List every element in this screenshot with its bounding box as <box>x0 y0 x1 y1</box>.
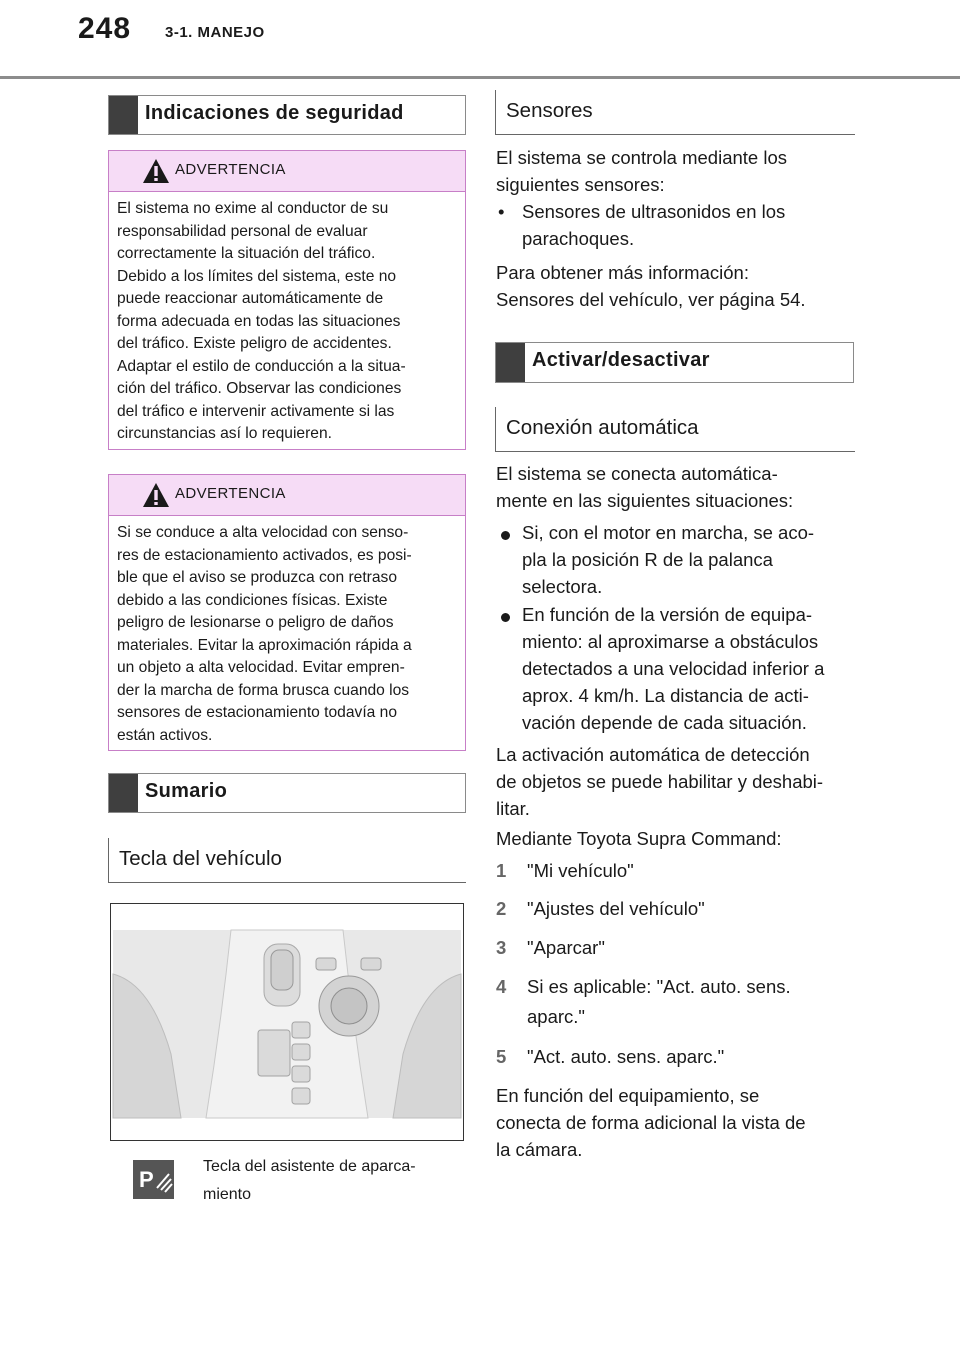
text-line: peligro de lesionarse o peligro de daños <box>117 614 394 631</box>
text-line: El sistema no exime al conductor de su <box>117 200 389 217</box>
text-line: mente en las siguientes situaciones: <box>496 490 794 511</box>
page-number: 248 <box>78 12 132 45</box>
sensors-intro <box>496 144 787 198</box>
heading-safety <box>108 95 466 135</box>
auto-intro <box>496 460 793 514</box>
text-line: litar. <box>496 798 530 819</box>
condition-item-1 <box>522 519 814 600</box>
text-line: Si se conduce a alta velocidad con senso- <box>117 524 409 541</box>
text-line: un objeto a alta velocidad. Evitar empren- <box>117 659 405 676</box>
warning-label: ADVERTENCIA <box>175 485 286 502</box>
text-line: En función del equipamiento, se <box>496 1085 760 1106</box>
via-text: Mediante Toyota Supra Command: <box>496 828 782 849</box>
step-text: "Mi vehículo" <box>527 860 634 881</box>
condition-item-2 <box>522 601 824 736</box>
warning-box-1 <box>108 150 466 450</box>
activation-text <box>496 741 823 822</box>
text-line: selectora. <box>522 576 603 597</box>
text-line: están activos. <box>117 726 213 744</box>
text-line: materiales. Evitar la aproximación rápida a <box>117 636 412 654</box>
warning-triangle-icon <box>142 158 170 184</box>
warning-header <box>109 151 465 192</box>
text-line: ble que el aviso se produzca con retraso <box>117 569 397 586</box>
text-line: El sistema se controla mediante los <box>496 147 787 168</box>
heading-summary-text: Sumario <box>145 780 228 802</box>
text-line: circunstancias así lo requieren. <box>117 425 332 442</box>
sensors-list-item <box>522 198 785 252</box>
text-line: aprox. 4 km/h. La distancia de acti- <box>522 685 809 706</box>
text-line: Sensores del vehículo, ver página 54. <box>496 289 806 310</box>
text-line: conecta de forma adicional la vista de <box>496 1112 806 1133</box>
text-line: El sistema se conecta automática- <box>496 463 778 484</box>
heading-bar <box>109 774 138 812</box>
parking-assist-key-icon <box>133 1160 174 1199</box>
text-line: En función de la versión de equipa- <box>522 604 813 625</box>
text-line: siguientes sensores: <box>496 174 665 195</box>
text-line: de objetos se puede habilitar y deshabi- <box>496 771 824 792</box>
heading-activate <box>495 342 854 383</box>
step-text: "Act. auto. sens. aparc." <box>527 1046 725 1067</box>
heading-bar <box>109 96 138 134</box>
svg-text:P: P <box>139 1167 154 1192</box>
text-line: Tecla del asistente de aparca- <box>203 1158 416 1175</box>
step-text: Si es aplicable: "Act. auto. sens. <box>527 976 791 997</box>
warning-header <box>109 475 465 516</box>
text-line: Si, con el motor en marcha, se aco- <box>522 522 815 543</box>
text-line: del tráfico. Existe peligro de accidentes. <box>117 335 392 352</box>
text-line: detectados a una velocidad inferior a <box>522 658 825 679</box>
text-line: puede reaccionar automáticamente de <box>117 290 384 307</box>
text-line: La activación automática de detección <box>496 744 810 765</box>
text-line: parachoques. <box>522 228 635 249</box>
text-line: ción del tráfico. Observar las condiciones <box>117 380 402 397</box>
text-line: Adaptar el estilo de conducción a la situa- <box>117 357 406 375</box>
step-text: "Aparcar" <box>527 937 605 958</box>
warning-text <box>117 522 455 747</box>
text-line: debido a las condiciones físicas. Existe <box>117 591 388 609</box>
text-line: Para obtener más información: <box>496 262 749 283</box>
heading-bar <box>496 343 525 382</box>
closing-text <box>496 1082 806 1163</box>
text-line: Sensores de ultrasonidos en los <box>522 201 786 222</box>
list-bullet <box>501 613 510 622</box>
text-line: pla la posición R de la palanca <box>522 549 773 570</box>
text-line: miento: al aproximarse a obstáculos <box>522 631 819 652</box>
text-line: der la marcha de forma brusca cuando los <box>117 681 410 699</box>
warning-label: ADVERTENCIA <box>175 161 286 178</box>
center-console-illustration <box>111 904 463 1140</box>
subheading-text: Sensores <box>506 99 593 122</box>
header-divider <box>0 76 960 79</box>
text-line: responsabilidad personal de evaluar <box>117 222 368 240</box>
list-bullet <box>501 531 510 540</box>
step-number: 3 <box>496 937 507 958</box>
step-number: 5 <box>496 1046 507 1067</box>
step-text-continued: aparc." <box>527 1006 585 1027</box>
step-number: 2 <box>496 898 507 919</box>
text-line: miento <box>203 1186 252 1203</box>
subheading-vehicle-key <box>108 838 466 883</box>
parking-key-caption <box>203 1153 416 1209</box>
list-bullet: • <box>498 201 505 222</box>
text-line: la cámara. <box>496 1139 583 1160</box>
text-line: correctamente la situación del tráfico. <box>117 245 376 262</box>
subheading-sensors <box>495 90 855 135</box>
warning-box-2 <box>108 474 466 751</box>
heading-summary <box>108 773 466 813</box>
text-line: Debido a los límites del sistema, este no <box>117 267 397 285</box>
heading-activate-text: Activar/desactivar <box>532 349 710 371</box>
section-title: 3-1. MANEJO <box>165 24 265 41</box>
heading-safety-text: Indicaciones de seguridad <box>145 102 404 124</box>
step-number: 4 <box>496 976 507 997</box>
step-number: 1 <box>496 860 507 881</box>
more-info <box>496 259 806 313</box>
text-line: del tráfico e intervenir activamente si las <box>117 402 395 420</box>
text-line: sensores de estacionamiento todavía no <box>117 704 398 721</box>
step-text: "Ajustes del vehículo" <box>527 898 705 919</box>
text-line: res de estacionamiento activados, es posi- <box>117 546 412 564</box>
warning-triangle-icon <box>142 482 170 508</box>
text-line: forma adecuada en todas las situaciones <box>117 312 401 330</box>
subheading-text: Tecla del vehículo <box>119 847 282 870</box>
warning-text <box>117 198 455 446</box>
subheading-auto-connect <box>495 407 855 452</box>
text-line: vación depende de cada situación. <box>522 712 807 733</box>
center-console-image <box>110 903 464 1141</box>
subheading-text: Conexión automática <box>506 416 699 439</box>
